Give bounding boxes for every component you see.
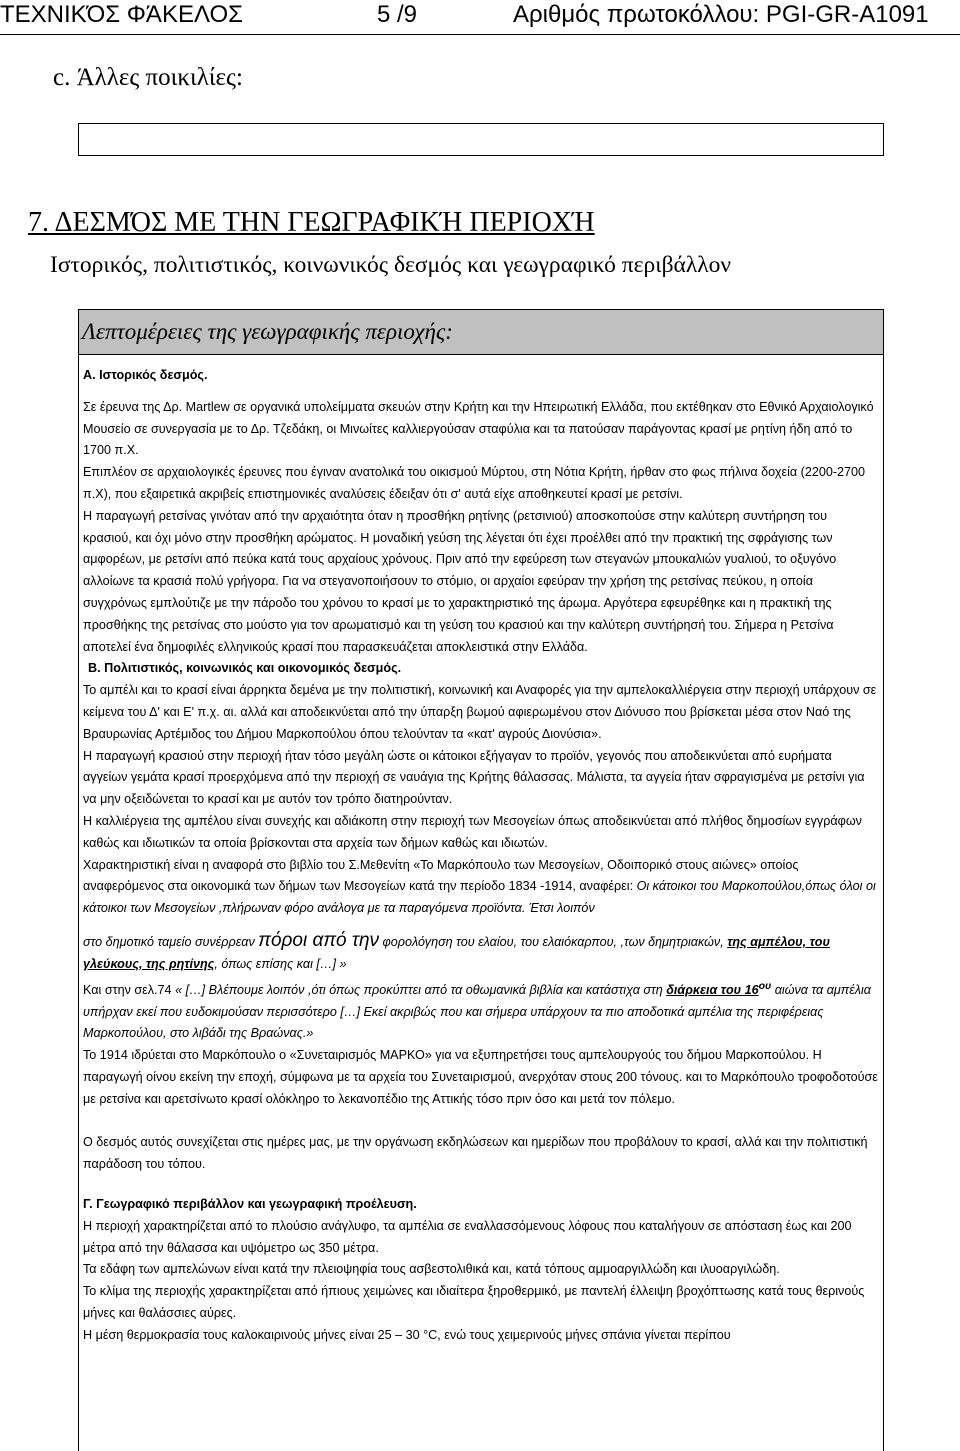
quote-italic: « […] Βλέπουμε λοιπόν ,ότι όπως προκύπτει από τα οθωμανικά βιβλία και κατάστιχα στη bbox=[175, 982, 667, 997]
paragraph: Σε έρευνα της Δρ. Martlew σε οργανικά υπολείμματα σκευών στην Κρήτη και την Ηπειρωτική Ελλάδα, που εκτέθηκαν στο Εθνικό Αρχαιολογικό Μουσείο σε συνεργασία με το Δρ. Τζεδάκη, οι Μινωίτες καλλιεργούσαν σταφύλια και τα πατούσαν παράγοντας κρασί με ρητίνη ήδη από το 1700 π.Χ. bbox=[83, 399, 874, 458]
text-run: Και στην σελ.74 bbox=[83, 982, 176, 997]
paragraph bbox=[83, 976, 879, 1046]
header-left: ΤΕΧΝΙΚΌΣ ΦΆΚΕΛΟΣ bbox=[0, 1, 243, 28]
large-text-run: πόροι από την bbox=[258, 929, 380, 951]
paragraph: Το κλίμα της περιοχής χαρακτηρίζεται από ήπιους χειμώνες και ιδιαίτερα ξηροθερμικό, με παντελή έλλειψη βροχόπτωσης κατά τους θερινούς μήνες και θαλάσσιες αύρες. bbox=[83, 1284, 865, 1321]
section-7-subtitle: Ιστορικός, πολιτιστικός, κοινωνικός δεσμός και γεωγραφικό περιβάλλον bbox=[50, 252, 732, 278]
paragraph bbox=[83, 930, 879, 976]
paragraph: Ο δεσμός αυτός συνεχίζεται στις ημέρες μας, με την οργάνωση εκδηλώσεων και ημερίδων που προβάλουν το κρασί, αλλά και την πολιτιστική παράδοση του τόπου. bbox=[83, 1135, 868, 1172]
paragraph: Το αμπέλι και το κρασί είναι άρρηκτα δεμένα με την πολιτιστική, κοινωνική και Αναφορές για την αμπελοκαλλιέργεια στην περιοχή υπάρχουν σε κείμενα του Δ' και Ε' π.χ. αι. αλλά και αποδεικνύεται από την ύπαρξη βωμού αφιερωμένου στον Διόνυσο που βρίσκεται μέσα στον Ναό της Βραυρωνίας Αρτέμιδος του Δήμου Μαρκοπούλου όπου τελούνταν τα «κατ' αγρούς Διονύσια». bbox=[83, 683, 877, 741]
section-g-title: Γ. Γεωγραφικό περιβάλλον και γεωγραφική προέλευση. bbox=[83, 1197, 417, 1212]
paragraph bbox=[83, 855, 879, 920]
emphasis-run: της αμπέλου, του γλεύκους, της ρητίνης bbox=[83, 934, 830, 971]
quote-italic: Οι κάτοικοι του Μαρκοπούλου,όπως όλοι οι κάτοικοι των Μεσογείων ,πλήρωναν φόρο ανάλογα με τα παραγόμενα προϊόντα. Έτσι λοιπόν bbox=[83, 879, 876, 916]
spacer bbox=[83, 387, 879, 397]
text-run: Χαρακτηριστική είναι η αναφορά στο βιβλίο του Σ.Μεθενίτη «Το Μαρκόπουλο των Μεσογείων, Οδοιπορικό στους αιώνες» οποίος αναφερόμενος στα οικονομικά των δήμων των Μεσογείων κατά την περίοδο 1834 -1914, αναφέρει: bbox=[83, 857, 799, 894]
paragraph: Η μέση θερμοκρασία τους καλοκαιρινούς μήνες είναι 25 – 30 °C, ενώ τους χειμερινούς μήνες σπάνια γίνεται περίπου bbox=[83, 1327, 731, 1342]
section-a-title: Α. Ιστορικός δεσμός. bbox=[83, 368, 208, 382]
emphasis-run: διάρκεια του 16 bbox=[666, 982, 759, 997]
geographic-details-box bbox=[78, 309, 884, 1451]
text-run: φορολόγηση του ελαίου, του ελαιόκαρπου, ,των δημητριακών, bbox=[379, 934, 728, 949]
quote-italic: αιώνα τα αμπέλια υπήρχαν εκεί που ευδοκιμούσαν περισσότερο […] Εκεί ακριβώς που και σήμερα υπάρχουν τα πιο αποδοτικά αμπέλια της περιφέρειας Μαρκοπούλου, στο λιβάδι της Βραώνας.» bbox=[83, 982, 871, 1041]
spacer bbox=[83, 1110, 879, 1132]
paragraph: Επιπλέον σε αρχαιολογικές έρευνες που έγιναν ανατολικά του οικισμού Μύρτου, στη Νότια Κρήτη, ήρθαν στο φως πήλινα δοχεία (2200-2700 π.Χ), που εξαιρετικά ακριβείς επιστημονικές αναλύσεις έδειξαν ότι σ' αυτά είχε αποθηκευτεί κρασί με ρετσίνι. bbox=[83, 465, 866, 501]
page-header bbox=[0, 0, 960, 34]
other-varieties-box bbox=[78, 123, 884, 156]
paragraph: Η παραγωγή κρασιού στην περιοχή ήταν τόσο μεγάλη ώστε οι κάτοικοι εξήγαγαν το προϊόν, γεγονός που αποδεικνύεται από ευρήματα αγγείων γεμάτα κρασί προερχόμενα από την περιοχή σε ναυάγια της Κρήτης θάλασσας. Μάλιστα, τα αγγεία ήταν σφραγισμένα με ρετσίνι για να μην οξειδώνεται το κρασί και με αυτόν τον τρόπο διατηρούνταν. bbox=[83, 748, 865, 807]
protocol-number: Αριθμός πρωτοκόλλου: PGI-GR-A1091 bbox=[513, 1, 929, 28]
paragraph: Η περιοχή χαρακτηρίζεται από το πλούσιο ανάγλυφο, τα αμπέλια σε εναλλασσόμενους λόφους που καταλήγουν σε απόσταση έως και 200 μέτρα από την θάλασσα και υψόμετρο ως 350 μέτρα. bbox=[83, 1218, 852, 1255]
paragraph: Η καλλιέργεια της αμπέλου είναι συνεχής και αδιάκοπη στην περιοχή των Μεσογείων όπως αποδεικνύεται από πλήθος δημοσίων εγγράφων καθώς και ιδιωτικών τα οποία βρίσκονται στα αρχεία των δήμων καθώς και ιδιωτών. bbox=[83, 813, 862, 850]
section-b-title: Β. Πολιτιστικός, κοινωνικός και οικονομικός δεσμός. bbox=[88, 661, 402, 676]
text-run: , όπως επίσης και […] » bbox=[214, 956, 347, 971]
section-7-title: 7. ΔΕΣΜΌΣ ΜΕ ΤΗΝ ΓΕΩΓΡΑΦΙΚΉ ΠΕΡΙΟΧΉ bbox=[28, 207, 595, 238]
text-run: στο δημοτικό ταμείο συνέρρεαν bbox=[83, 934, 259, 949]
spacer bbox=[83, 920, 879, 930]
section-c-title: c. Άλλες ποικιλίες: bbox=[53, 64, 243, 91]
superscript: ου bbox=[758, 979, 772, 992]
spacer bbox=[83, 1176, 879, 1194]
header-divider bbox=[0, 34, 960, 35]
paragraph: Τα εδάφη των αμπελώνων είναι κατά την πλειοψηφία τους ασβεστολιθικά και, κατά τόπους αμμοαργιλλώδη και ιλυοαργιλώδη. bbox=[83, 1262, 780, 1277]
paragraph: Το 1914 ιδρύεται στο Μαρκόπουλο ο «Συνεταιρισμός ΜΑΡΚΟ» για να εξυπηρετήσει τους αμπελουργούς του δήμου Μαρκοπούλου. Η παραγωγή οίνου εκείνη την εποχή, σύμφωνα με τα αρχεία του Συνεταιρισμού, ανερχόταν στους 200 τόνους. και το Μαρκόπουλο τροφοδοτούσε με ρετσίνα και αρετσίνωτο κρασί ολόκληρο το λεκανοπέδιο της Αττικής τόσο πριν όσο και μετά τον πόλεμο. bbox=[83, 1048, 878, 1106]
geographic-details-heading: Λεπτομέρειες της γεωγραφικής περιοχής: bbox=[79, 310, 883, 355]
paragraph: Η παραγωγή ρετσίνας γινόταν από την αρχαιότητα όταν η προσθήκη ρητίνης (ρετσινιού) αποσκοπούσε στην καλύτερη συντήρηση του κρασιού, και όχι μόνο στην προσθήκη αρώματος. Η μοναδική γεύση της λέγεται ότι έχει προέλθει από την πρακτική της σφράγισης των αμφορέων, με ρετσίνι από πεύκα κατά τους αρχαίους χρόνους. Πριν από την εφεύρεση των στεγανών μπουκαλιών γυαλιού, το οξυγόνο αλλοίωνε τα κρασιά πολύ γρήγορα. Για να στεγανοποιήσουν το στόμιο, οι αρχαίοι εφεύραν την χρήση της ρετσίνας πεύκου, η οποία συγχρόνως εμπλούτιζε με την πάροδο του χρόνου το κρασί με το χαρακτηριστικό της άρωμα. Αργότερα εφευρέθηκε και η πρακτική της προσθήκης της ρετσίνας στο μούστο για τον αρωματισμό και τη γεύση του κρασιού και την καλύτερη συντήρησή του. Σήμερα η Ρετσίνα αποτελεί ένα δημοφιλές ελληνικούς κρασί που παρασκευάζεται αποκλειστικά στην Ελλάδα. bbox=[83, 508, 837, 654]
page-number: 5 /9 bbox=[377, 1, 418, 28]
geographic-details-body bbox=[79, 355, 883, 1347]
